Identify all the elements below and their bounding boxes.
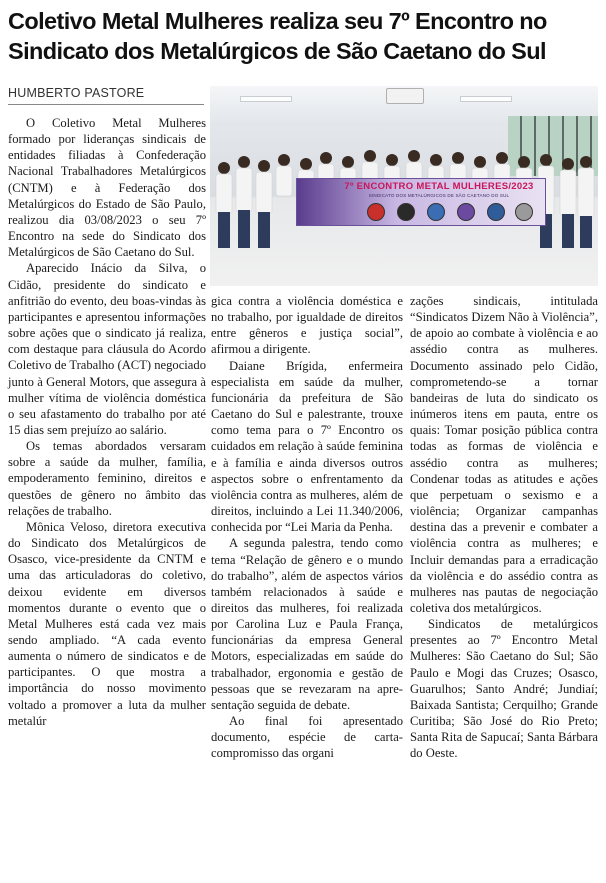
article-column-3	[410, 293, 598, 762]
paragraph: zações sindicais, intitulada “Sindicatos Dizem Não à Violência”, de apoio ao combate à violência e ao assédio contra as mulheres. Documento assinado pelo Cidão, comprometendo-se a tornar bandeiras de luta do sindicato os inúmeros itens em pauta, entre os quais: Tomar posição pública contra todas as formas de violência e assédio contra as mulheres; Condenar todas as atitudes e ações que perpetuam o sexismo e a violência; Organizar campanhas destina das a prevenir e combater a violência contra as mulheres; e Incluir demandas para a erradicação da violência e do assédio contra as mulheres nas pautas de negociação coletiva dos metalúrgicos.	[410, 294, 598, 615]
event-banner	[296, 178, 546, 226]
union-logo-icon	[487, 203, 505, 221]
paragraph: O Coletivo Metal Mulheres formado por lideranças sindicais de entidades filiadas à Confederação Nacional Trabalhadores Metalúrgicos (CNTM) e à Federação dos Metalúrgicos do Estado de São Paulo, realizou dia 03/08/2023 o seu 7º Encontro na sede do Sindicato dos Metalúrgicos de São Caetano do Sul.	[8, 116, 206, 260]
projector-icon	[386, 88, 424, 104]
headline-line-1: Coletivo Metal Mulheres realiza seu 7º Encontro no	[8, 8, 547, 34]
paragraph: gica contra a violência doméstica e no trabalho, por igualdade de direitos entre gêneros e justiça social”, afirmou a dirigente.	[211, 294, 403, 357]
author-byline: HUMBERTO PASTORE	[8, 86, 145, 100]
paragraph: Aparecido Inácio da Silva, o Cidão, presidente do sindicato e anfitrião do evento, deu boas-vindas às participantes e apresentou informações sobre ações que o sindicato já realiza, com destaque para cláusula do Acordo Coletivo de Trabalho (ACT) negociado junto à General Motors, que assegura à mulher vítima de violência doméstica o seu afastamento do trabalho por até 15 dias sem prejuízo ao salário.	[8, 261, 206, 437]
byline-divider	[8, 104, 204, 105]
article-headline	[8, 6, 600, 66]
paragraph: A segunda palestra, tendo como tema “Relação de gênero e o mundo do trabalho”, além de aspectos vários também relacionados à saúde e direitos das mulheres, foi realizada por Carolina Luz e Paula França, funcionárias da empresa General Motors, especializadas em saúde do trabalhador, ergonomia e gestão de pessoas que se revezaram na apresentação seguida de debate.	[211, 536, 403, 712]
ceiling-light	[460, 96, 512, 102]
banner-subtitle: SINDICATO DOS METALÚRGICOS DE SÃO CAETANO DO SUL	[368, 193, 510, 198]
union-logo-icon	[367, 203, 385, 221]
ceiling-light	[240, 96, 292, 102]
paragraph: Os temas abordados versaram sobre a saúde da mulher, família, empoderamento feminino, direitos e questões de gênero no âmbito das relações de trabalho.	[8, 439, 206, 518]
paragraph: Mônica Veloso, diretora executiva do Sindicato dos Metalúrgicos de Osasco, vice-presidente da CNTM e uma das articuladoras do coletivo, deixou evidente em diversos momentos durante o evento que o Metal Mulheres está cada vez mais sendo ampliado. “A cada evento aumenta o número de sindicatos e de participantes. O que mostra a importância do nosso movimento voltado a promover a luta da mulher metalúr	[8, 519, 206, 728]
paragraph: Ao final foi apresentado documento, espécie de carta-compromisso das organi	[211, 714, 403, 761]
union-logo-icon	[397, 203, 415, 221]
paragraph: Sindicatos de metalúrgicos presentes ao 7º Encontro Metal Mulheres: São Caetano do Sul; São Paulo e Mogi das Cruzes; Osasco, Guarulhos; Santo André; Jundiaí; Baixada Santista; Cerquilho; Grande Curitiba; São José do Rio Preto; Santa Rita de Sapucaí; Santa Bárbara do Oeste.	[410, 617, 598, 761]
article-column-2	[211, 293, 403, 762]
union-logo-icon	[457, 203, 475, 221]
union-logo-icon	[515, 203, 533, 221]
paragraph: Daiane Brígida, enfermeira especialista em saúde da mulher, funcionária da prefeitura de São Caetano do Sul e palestrante, trouxe como tema para o 7º Encontro os cuidados em relação à saúde feminina e à família e ainda diversos outros aspectos sobre o enfrentamento da violência contra as mulheres, além de direitos, incluindo a Lei 11.340/2006, conhecida por “Lei Maria da Penha.	[211, 358, 403, 535]
headline-line-2: Sindicato dos Metalúrgicos de São Caetano do Sul	[8, 38, 546, 64]
union-logo-icon	[427, 203, 445, 221]
event-photo	[210, 86, 598, 286]
banner-title: 7º ENCONTRO METAL MULHERES/2023	[344, 181, 534, 192]
article-column-1	[8, 115, 206, 729]
